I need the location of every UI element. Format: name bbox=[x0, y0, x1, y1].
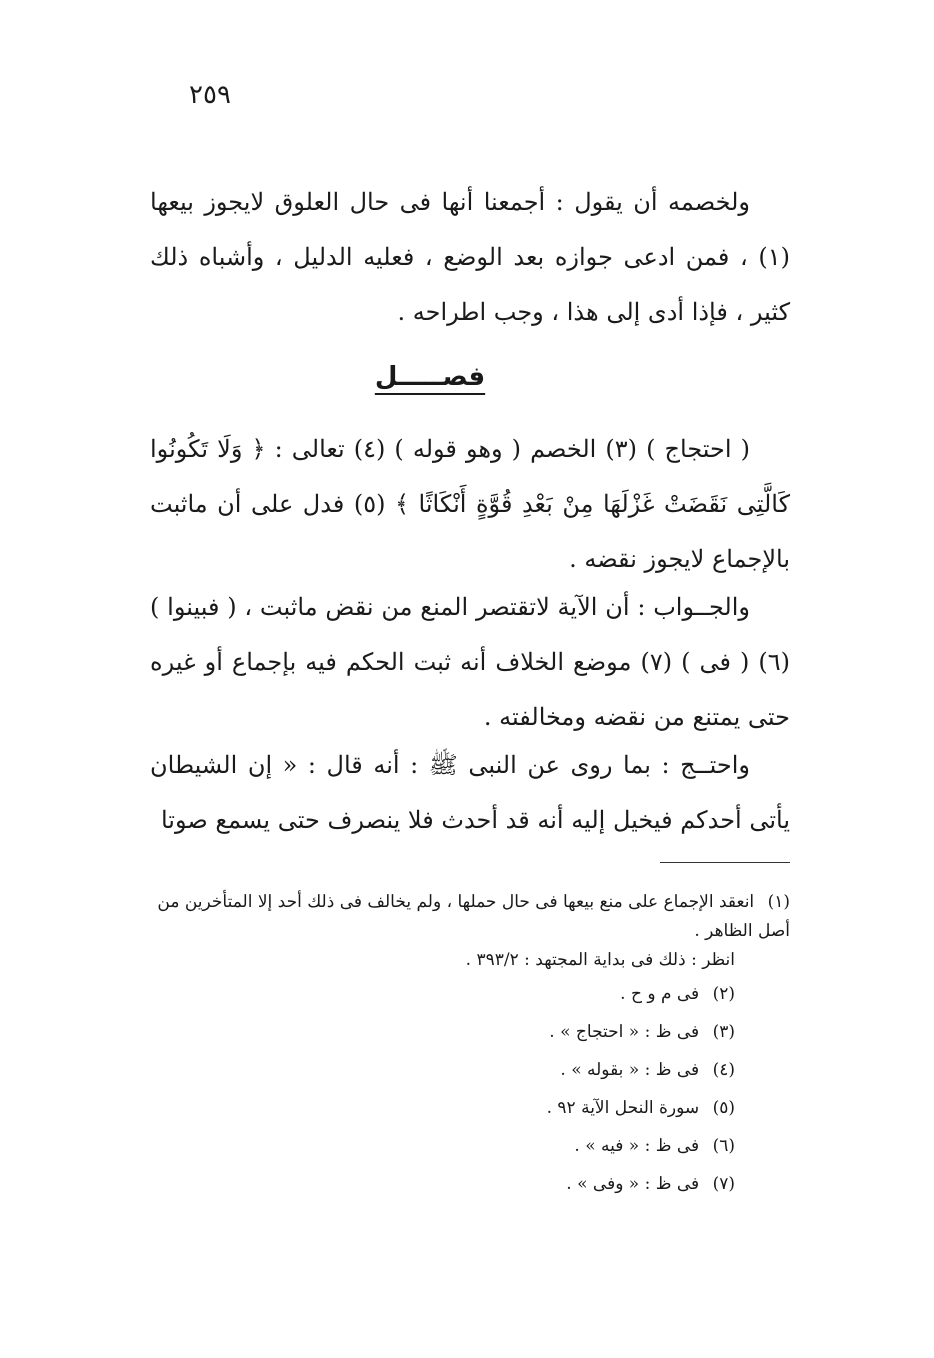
footnote-item bbox=[150, 1165, 790, 1203]
footnote-number: (٣) bbox=[712, 1022, 735, 1042]
argument-text: ( احتجاج ) (٣) الخصم ( وهو قوله ) (٤) تعالى : ﴿ وَلَا تَكُونُوا كَالَّتِى نَقَضَتْ غَزْلَهَا مِنْ بَعْدِ قُوَّةٍ أَنْكَاثًا ﴾ (٥) فدل على أن ماثبت بالإجماع لايجوز نقضه . bbox=[150, 435, 790, 573]
page-number: ٢٥٩ bbox=[189, 80, 231, 110]
footnote-item bbox=[150, 1013, 790, 1051]
answer-text: والجــواب : أن الآية لاتقتصر المنع من نقض ماثبت ، ( فبينوا ) (٦) ( فى ) (٧) موضع الخلاف أنه ثبت الحكم فيه بإجماع أو غيره حتى يمتنع من نقضه ومخالفته . bbox=[150, 593, 790, 731]
section-heading: فصـــــل bbox=[374, 362, 486, 392]
footnote-text: فى ظ : « احتجاج » . bbox=[549, 1022, 700, 1042]
footnote-item bbox=[150, 1089, 790, 1127]
hadith-text: واحتــج : بما روى عن النبى ﷺ : أنه قال : « إن الشيطان يأتى أحدكم فيخيل إليه أنه قد أحدث فلا ينصرف حتى يسمع صوتا bbox=[150, 751, 790, 834]
footnote-number: (٧) bbox=[712, 1174, 735, 1194]
footnote-number: (٥) bbox=[712, 1098, 735, 1118]
footnote-number: (٤) bbox=[712, 1060, 735, 1080]
footnote-item bbox=[150, 975, 790, 1013]
hadith-paragraph bbox=[150, 738, 790, 848]
footnote-item bbox=[150, 1127, 790, 1165]
intro-paragraph bbox=[150, 175, 790, 340]
footnote-item bbox=[150, 1051, 790, 1089]
argument-paragraph bbox=[150, 422, 790, 587]
footnote-number: (٢) bbox=[712, 984, 735, 1004]
intro-text: ولخصمه أن يقول : أجمعنا أنها فى حال العلوق لايجوز بيعها (١) ، فمن ادعى جوازه بعد الوضع ، فعليه الدليل ، وأشباه ذلك كثير ، فإذا أدى إلى هذا ، وجب اطراحه . bbox=[150, 188, 790, 326]
footnote-text: فى ظ : « وفى » . bbox=[566, 1174, 700, 1194]
footnote-number: (١) bbox=[767, 892, 790, 912]
footnote-separator bbox=[660, 862, 790, 863]
footnote-1-reference: انظر : ذلك فى بداية المجتهد : ٣٩٣/٢ . bbox=[465, 950, 735, 970]
answer-paragraph bbox=[150, 580, 790, 745]
footnote-number: (٦) bbox=[712, 1136, 735, 1156]
footnote-text: فى م و ح . bbox=[620, 984, 700, 1004]
footnote-text: فى ظ : « فيه » . bbox=[574, 1136, 700, 1156]
footnote-text: سورة النحل الآية ٩٢ . bbox=[546, 1098, 700, 1118]
footnote-text: انعقد الإجماع على منع بيعها فى حال حملها ، ولم يخالف فى ذلك أحد إلا المتأخرين من أصل الظاهر . bbox=[157, 892, 790, 941]
footnote-list bbox=[150, 975, 790, 1203]
footnotes bbox=[150, 888, 790, 1203]
footnote-1 bbox=[150, 888, 790, 946]
footnote-text: فى ظ : « بقوله » . bbox=[560, 1060, 700, 1080]
